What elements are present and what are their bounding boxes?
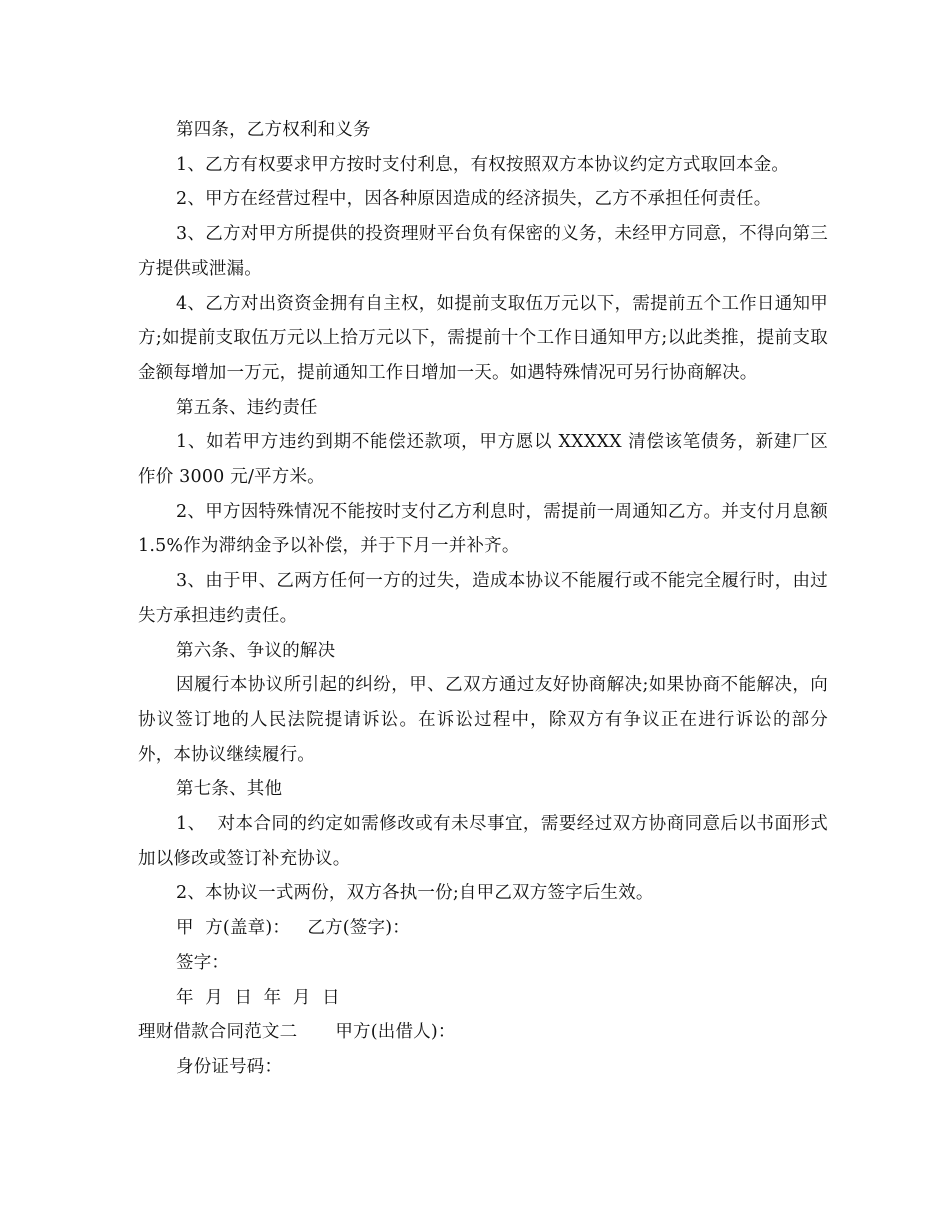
date-line: 年 月 日 年 月 日 xyxy=(176,987,340,1008)
article-4-clause-3: 3、乙方对甲方所提供的投资理财平台负有保密的义务，未经甲方同意，不得向第三方提供或泄漏。 xyxy=(138,224,828,279)
second-contract-title: 理财借款合同范文二 xyxy=(138,1022,298,1043)
id-number-line: 身份证号码： xyxy=(176,1056,283,1077)
lender-label: 甲方(出借人)： xyxy=(335,1022,456,1043)
article-4-clause-1: 1、乙方有权要求甲方按时支付利息，有权按照双方本协议约定方式取回本金。 xyxy=(176,154,790,175)
article-4-clause-4: 4、乙方对出资资金拥有自主权，如提前支取伍万元以下，需提前五个工作日通知甲方;如提前支取伍万元以上拾万元以下，需提前十个工作日通知甲方;以此类推，提前支取金额每增加一万元，提前通知工作日增加一天。如遇特殊情况可另行协商解决。 xyxy=(138,293,828,383)
article-5-clause-1: 1、如若甲方违约到期不能偿还款项，甲方愿以 XXXXX 清偿该笔债务，新建厂区作价 3000 元/平方米。 xyxy=(138,432,828,488)
signature-parties-line: 甲 方(盖章)： 乙方(签字)： xyxy=(176,918,410,939)
second-contract-title-line xyxy=(138,1015,828,1050)
document-body xyxy=(138,113,828,1085)
article-6-heading: 第六条、争议的解决 xyxy=(176,640,336,661)
article-5-heading: 第五条、违约责任 xyxy=(176,397,318,418)
article-4-heading: 第四条，乙方权利和义务 xyxy=(176,120,371,140)
article-6-body: 因履行本协议所引起的纠纷，甲、乙双方通过友好协商解决;如果协商不能解决，向协议签订地的人民法院提请诉讼。在诉讼过程中，除双方有争议正在进行诉讼的部分外，本协议继续履行。 xyxy=(138,675,828,765)
article-5-clause-2: 2、甲方因特殊情况不能按时支付乙方利息时，需提前一周通知乙方。并支付月息额 1.5%作为滞纳金予以补偿，并于下月一并补齐。 xyxy=(138,501,828,557)
article-5-clause-3: 3、由于甲、乙两方任何一方的过失，造成本协议不能履行或不能完全履行时，由过失方承担违约责任。 xyxy=(138,571,828,626)
article-7-clause-1: 1、 对本合同的约定如需修改或有未尽事宜，需要经过双方协商同意后以书面形式加以修改或签订补充协议。 xyxy=(138,814,828,869)
signature-line: 签字： xyxy=(176,952,230,973)
article-7-clause-2: 2、本协议一式两份，双方各执一份;自甲乙双方签字后生效。 xyxy=(176,883,654,904)
article-4-clause-2: 2、甲方在经营过程中，因各种原因造成的经济损失，乙方不承担任何责任。 xyxy=(176,189,772,210)
article-7-heading: 第七条、其他 xyxy=(176,779,283,800)
